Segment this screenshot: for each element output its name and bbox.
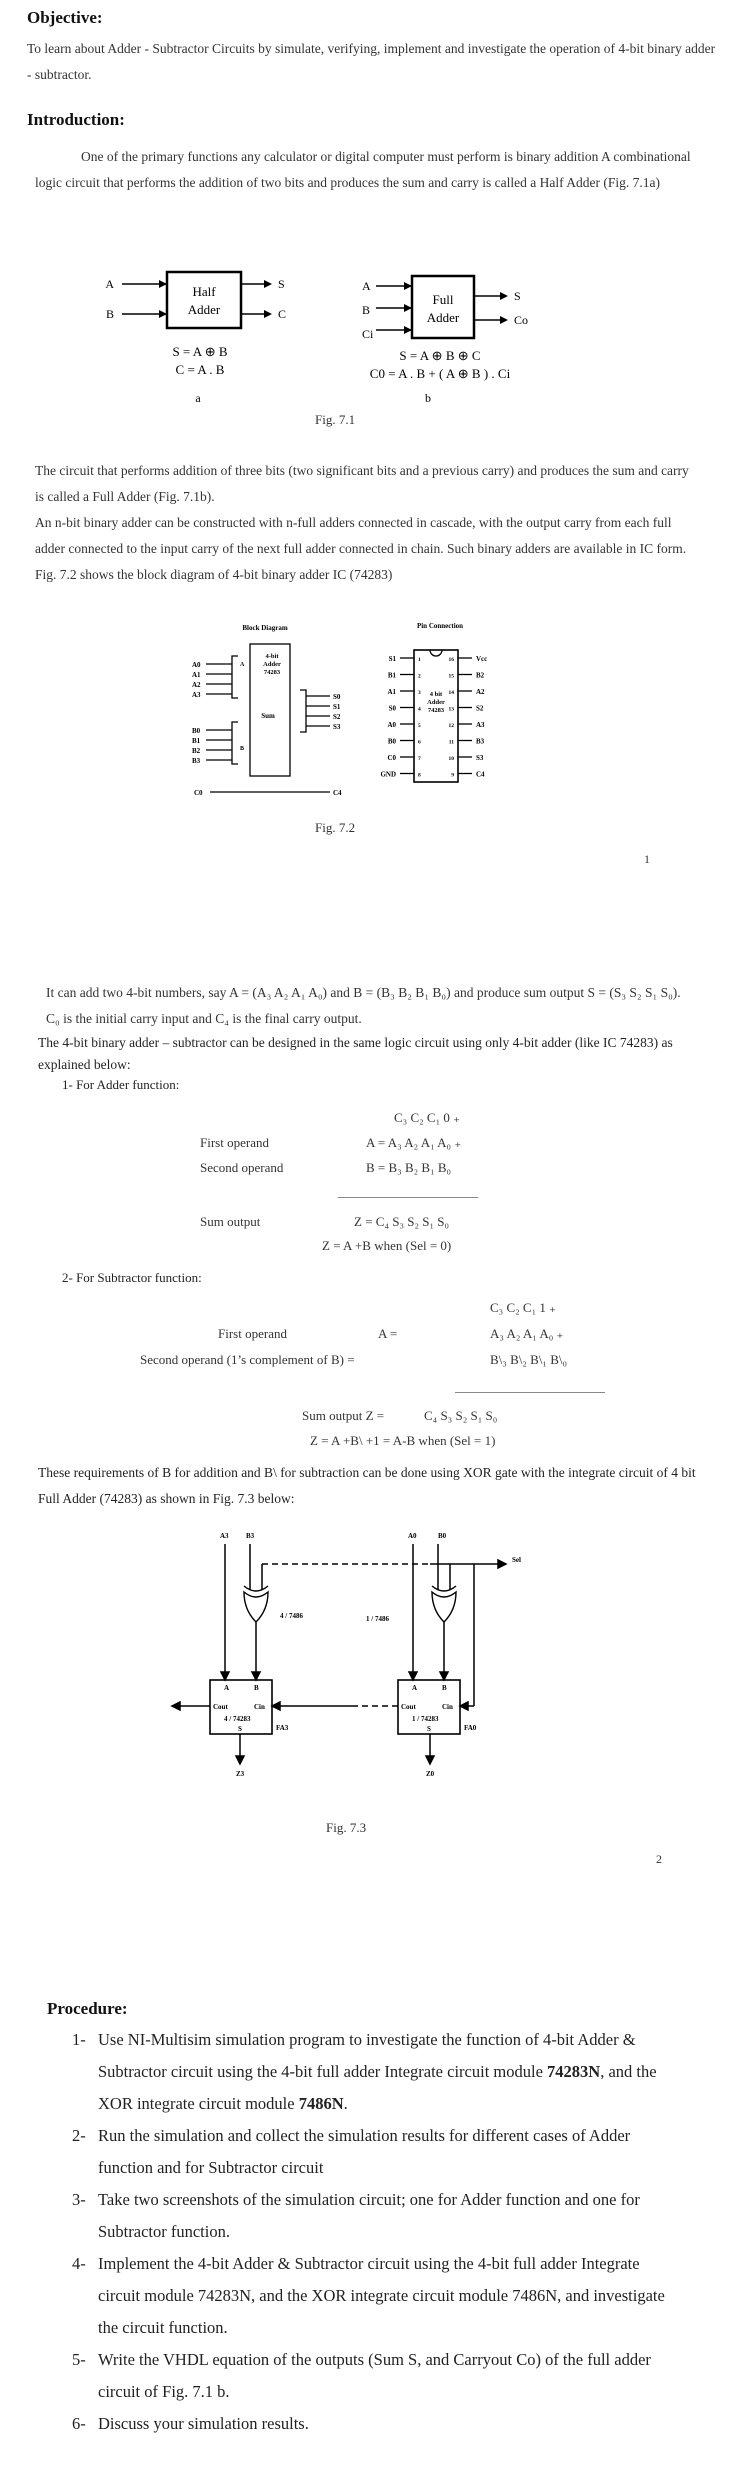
sub-carry-row: C₃ C₂ C₁ 1 ₊ <box>490 1300 556 1315</box>
block-pin-a3: A3 <box>192 691 201 699</box>
pin-label-left: B0 <box>387 737 396 746</box>
fig73-z3: Z3 <box>236 1770 245 1778</box>
half-eq-2: C = A . B <box>175 362 225 377</box>
sub-sum-output-value: C₄ S₃ S₂ S₁ S₀ <box>424 1408 498 1423</box>
full-out-s: S <box>514 289 521 303</box>
procedure-heading: Procedure: <box>47 1999 128 2018</box>
full-in-ci: Ci <box>362 327 374 341</box>
full-in-a: A <box>362 279 371 293</box>
pin-number-right: 14 <box>448 690 454 696</box>
full-adder-box <box>412 276 474 338</box>
intro-paragraph: One of the primary functions any calculator or digital computer must perform is binary addition A combinational logic circuit that performs the addition of two bits and produces the sum and carry is called a Half Adder (Fig. 7.1a) <box>35 149 691 190</box>
procedure-step-text: Take two screenshots of the simulation circuit; one for Adder function and one for Subtractor function. <box>98 2190 640 2241</box>
fig73-left-cin: Cin <box>254 1703 265 1711</box>
adder-first-operand-value: A = A₃ A₂ A₁ A₀ ₊ <box>366 1135 462 1150</box>
procedure-step-number: 4- <box>72 2254 86 2273</box>
full-adder-label-1: Full <box>432 292 454 307</box>
fig73-a3: A3 <box>220 1532 229 1540</box>
half-out-c: C <box>278 307 287 321</box>
page2-paragraph-2: The 4-bit binary adder – subtractor can be designed in the same logic circuit using only 4-bit adder (like IC 74283) as explained below: <box>38 1035 673 1072</box>
adder-carry-row: C₃ C₂ C₁ 0 ₊ <box>394 1110 460 1125</box>
fig73-left-chip: 4 / 74283 <box>224 1715 251 1723</box>
page-number-1: 1 <box>644 852 650 866</box>
block-pin-a1: A1 <box>192 671 201 679</box>
pin-label-left: S1 <box>388 655 396 663</box>
pin-number-left: 1 <box>418 657 421 663</box>
block-diagram-title: Block Diagram <box>242 624 288 632</box>
full-adder-label-2: Adder <box>426 310 460 325</box>
fig73-right-pin-b: B <box>442 1684 447 1692</box>
procedure-step <box>58 2408 678 2440</box>
block-pin-a0: A0 <box>192 661 201 669</box>
block-a-label: A <box>240 662 245 668</box>
half-out-s: S <box>278 277 285 291</box>
procedure-step <box>58 2184 678 2248</box>
full-adder-paragraph: The circuit that performs addition of three bits (two significant bits and a previous carry) and produces the sum and carry is called a Full Adder (Fig. 7.1b). <box>35 463 689 504</box>
pin-label-right: B3 <box>476 737 485 746</box>
sub-first-operand-eq: A = <box>378 1326 398 1341</box>
pin-number-left: 4 <box>418 706 421 713</box>
pin-label-right: A2 <box>476 688 485 696</box>
half-adder-label-2: Adder <box>187 302 221 317</box>
pin-number-right: 16 <box>448 657 454 663</box>
sub-second-operand-value: B\₃ B\₂ B\₁ B\₀ <box>490 1352 568 1367</box>
block-pin-b1: B1 <box>192 737 201 745</box>
pin-label-left: A0 <box>387 721 396 729</box>
pin-label-right: S3 <box>476 754 484 762</box>
adder-result: Z = A +B when (Sel = 0) <box>322 1238 452 1253</box>
fig-7-1-sub-a: a <box>195 391 201 405</box>
pin-label-right: Vcc <box>476 655 488 663</box>
procedure-step-text: Write the VHDL equation of the outputs (Sum S, and Carryout Co) of the full adder circuit of Fig. 7.1 b. <box>98 2350 651 2401</box>
fig-7-1-sub-b: b <box>425 391 431 405</box>
page2-paragraph-1: It can add two 4-bit numbers, say A = (A₃ A₂ A₁ A₀) and B = (B₃ B₂ B₁ B₀) and produce sum output S = (S₃ S₂ S₁ S₀). C₀ is the initial carry input and C₄ is the final carry output. <box>46 985 681 1026</box>
procedure-step-number: 6- <box>72 2414 86 2433</box>
procedure-step-text: Run the simulation and collect the simulation results for different cases of Adder function and for Subtractor circuit <box>98 2126 631 2177</box>
sub-result: Z = A +B\ +1 = A-B when (Sel = 1) <box>310 1433 496 1448</box>
pin-number-left: 3 <box>418 690 421 696</box>
block-pin-b3: B3 <box>192 757 201 765</box>
pin-number-left: 2 <box>418 673 421 680</box>
pin-label-left: S0 <box>388 704 396 713</box>
fig-7-2-caption: Fig. 7.2 <box>315 820 356 835</box>
block-pin-a2: A2 <box>192 681 201 689</box>
pin-chip-label-2: Adder <box>427 699 445 706</box>
full-eq-1: S = A ⊕ B ⊕ C <box>399 348 481 363</box>
half-adder-box <box>167 272 241 328</box>
pin-label-right: C4 <box>476 770 485 779</box>
pin-label-left: B1 <box>387 671 396 680</box>
sub-first-operand-label: First operand <box>218 1326 287 1341</box>
procedure-step <box>58 2024 678 2120</box>
procedure-step-number: 5- <box>72 2350 86 2369</box>
fig73-left-pin-a: A <box>224 1684 230 1692</box>
fig73-sel: Sel <box>512 1556 521 1564</box>
pin-connection-title: Pin Connection <box>416 622 464 630</box>
procedure-step <box>58 2344 678 2408</box>
block-sum-label: Sum <box>261 712 275 720</box>
fig73-right-cin: Cin <box>442 1703 453 1711</box>
block-pin-b0: B0 <box>192 727 201 735</box>
half-adder-label-1: Half <box>192 284 216 299</box>
pin-number-right: 12 <box>448 723 454 729</box>
half-eq-1: S = A ⊕ B <box>172 344 228 359</box>
fig73-fa0: FA0 <box>464 1724 477 1732</box>
block-pin-s0: S0 <box>333 693 341 701</box>
fig73-left-pin-b: B <box>254 1684 259 1692</box>
half-in-a: A <box>105 277 114 291</box>
pin-chip-label-1: 4 bit <box>429 691 443 698</box>
block-chip-label-2: Adder <box>263 661 281 668</box>
adder-sum-rule <box>338 1197 478 1198</box>
pin-number-right: 9 <box>451 772 454 779</box>
fig73-a0: A0 <box>408 1532 417 1540</box>
fig73-right-chip: 1 / 74283 <box>412 1715 439 1723</box>
fig-7-2-diagram <box>190 622 520 812</box>
pin-number-right: 15 <box>448 673 454 680</box>
block-pin-c0: C0 <box>194 789 203 797</box>
fig73-z0: Z0 <box>426 1770 435 1778</box>
adder-second-operand-value: B = B₃ B₂ B₁ B₀ <box>366 1160 452 1175</box>
pin-number-right: 11 <box>448 739 454 746</box>
adder-sum-output-value: Z = C₄ S₃ S₂ S₁ S₀ <box>354 1214 450 1229</box>
fig73-left-pin-s: S <box>238 1725 242 1733</box>
block-pin-s3: S3 <box>333 723 341 731</box>
adder-second-operand-label: Second operand <box>200 1160 284 1175</box>
adder-function-heading: 1- For Adder function: <box>62 1077 180 1092</box>
procedure-step-text: Implement the 4-bit Adder & Subtractor circuit using the 4-bit full adder Integrate circuit module 74283N, and the XOR integrate circuit module 7486N, and investigate the circuit function. <box>98 2254 665 2337</box>
fig73-right-cout: Cout <box>401 1703 416 1711</box>
procedure-step-text: Use NI-Multisim simulation program to investigate the function of 4-bit Adder & Subtractor circuit using the 4-bit full adder Integrate circuit module <box>98 2030 636 2081</box>
fig-7-3-caption: Fig. 7.3 <box>326 1820 367 1835</box>
sub-sum-rule <box>455 1392 605 1393</box>
procedure-step-number: 2- <box>72 2126 86 2145</box>
fig73-right-pin-a: A <box>412 1684 418 1692</box>
procedure-step <box>58 2120 678 2184</box>
introduction-heading: Introduction: <box>27 110 125 129</box>
objective-heading: Objective: <box>27 8 103 27</box>
pin-number-left: 8 <box>418 772 421 779</box>
pin-number-left: 7 <box>418 756 421 762</box>
full-out-co: Co <box>514 313 529 327</box>
pin-number-left: 6 <box>418 739 421 746</box>
procedure-step-text: Discuss your simulation results. <box>98 2414 309 2433</box>
fig73-right-pin-s: S <box>427 1725 431 1733</box>
half-in-b: B <box>105 307 114 321</box>
procedure-step <box>58 2248 678 2344</box>
n-bit-adder-paragraph: An n-bit binary adder can be constructed with n-full adders connected in cascade, with the output carry from each full adder connected to the input carry of the next full adder connected in chain. Such binary adders are available in IC form. Fig. 7.2 shows the block diagram of 4-bit binary adder IC (74283) <box>35 515 687 582</box>
subtractor-function-heading: 2- For Subtractor function: <box>62 1270 202 1285</box>
sub-first-operand-value: A₃ A₂ A₁ A₀ ₊ <box>490 1326 564 1341</box>
block-chip-label-3: 74283 <box>263 669 281 676</box>
pin-label-right: B2 <box>476 671 485 680</box>
adder-first-operand-label: First operand <box>200 1135 269 1150</box>
fig-7-1-caption: Fig. 7.1 <box>315 412 356 427</box>
block-pin-s1: S1 <box>333 703 341 711</box>
pin-chip-label-3: 74283 <box>427 707 445 714</box>
objective-text: To learn about Adder - Subtractor Circuits by simulate, verifying, implement and investigate the operation of 4-bit binary adder - subtractor. <box>27 41 716 82</box>
block-b-label: B <box>240 746 245 752</box>
procedure-step-number: 3- <box>72 2190 86 2209</box>
fig73-b3: B3 <box>246 1532 255 1540</box>
pin-label-right: S2 <box>476 704 484 713</box>
pin-label-left: GND <box>380 770 396 779</box>
procedure-step-number: 1- <box>72 2030 86 2049</box>
procedure-list <box>58 2024 678 2440</box>
block-pin-c4: C4 <box>333 789 342 797</box>
procedure-step-text-end: . <box>343 2094 348 2113</box>
sub-second-operand-label: Second operand (1’s complement of B) = <box>140 1352 355 1367</box>
procedure-step-bold: 74283N <box>547 2062 601 2081</box>
pin-number-right: 13 <box>448 706 454 713</box>
fig73-fa3: FA3 <box>276 1724 289 1732</box>
fig73-b0: B0 <box>438 1532 447 1540</box>
block-pin-b2: B2 <box>192 747 201 755</box>
pin-label-right: A3 <box>476 721 485 729</box>
fig73-xor-right: 1 / 7486 <box>366 1615 389 1623</box>
pin-number-left: 5 <box>418 723 421 729</box>
procedure-step-text-mid: , and the XOR integrate circuit module <box>98 2062 657 2113</box>
block-chip-label-1: 4-bit <box>265 653 279 660</box>
fig-7-3-diagram <box>170 1530 590 1810</box>
procedure-step-bold: 7486N <box>298 2094 344 2113</box>
page-number-2: 2 <box>656 1852 662 1866</box>
xor-paragraph: These requirements of B for addition and B\ for subtraction can be done using XOR gate with the integrate circuit of 4 bit Full Adder (74283) as shown in Fig. 7.3 below: <box>38 1465 696 1506</box>
fig73-xor-left: 4 / 7486 <box>280 1612 303 1620</box>
fig-7-1-diagram <box>100 262 580 432</box>
pin-number-right: 10 <box>448 756 454 762</box>
sub-sum-output-label: Sum output Z = <box>302 1408 385 1423</box>
block-pin-s2: S2 <box>333 713 341 721</box>
fig73-left-cout: Cout <box>213 1703 228 1711</box>
full-eq-2: C0 = A . B + ( A ⊕ B ) . Ci <box>369 366 511 381</box>
pin-label-left: C0 <box>387 754 396 762</box>
full-in-b: B <box>362 303 371 317</box>
adder-sum-output-label: Sum output <box>200 1214 261 1229</box>
pin-label-left: A1 <box>387 688 396 696</box>
